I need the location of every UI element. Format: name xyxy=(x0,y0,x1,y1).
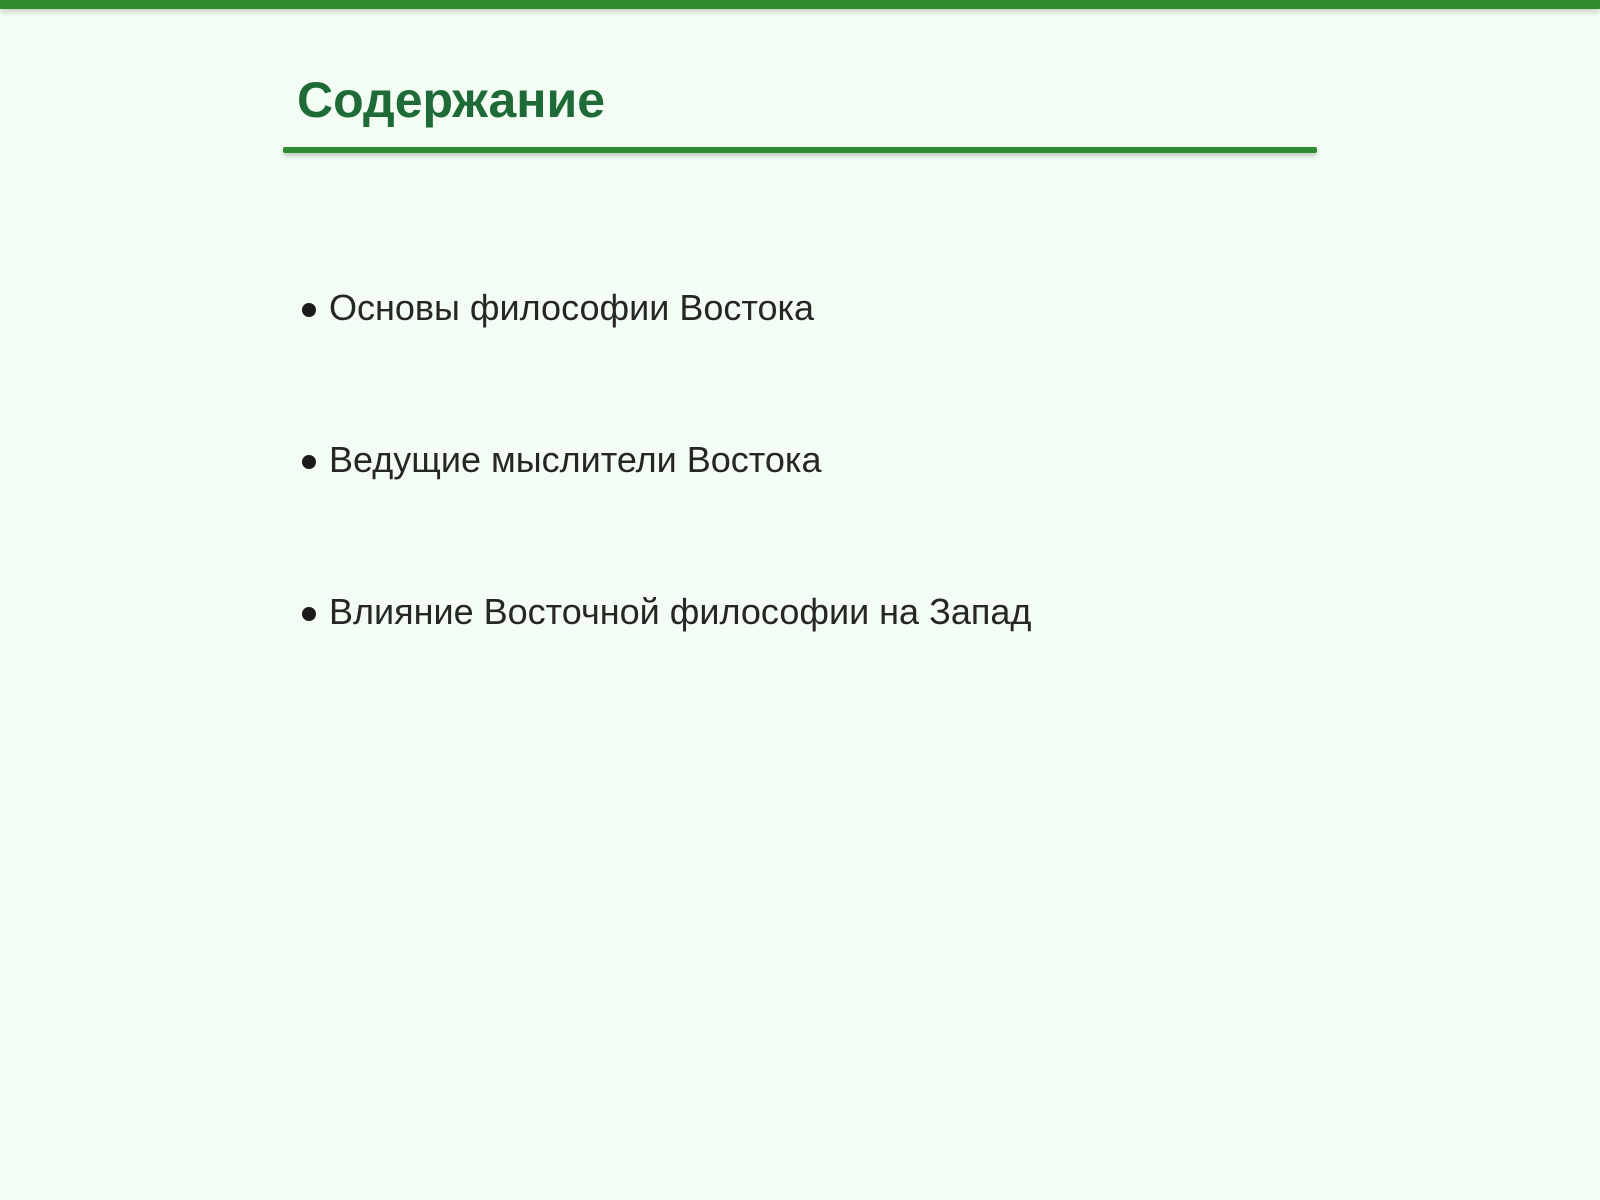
list-item-label: Основы философии Востока xyxy=(329,287,815,328)
bullet-dot-icon xyxy=(302,455,316,469)
list-item-label: Влияние Восточной философии на Запад xyxy=(329,591,1032,632)
list-item-label: Ведущие мыслители Востока xyxy=(329,439,822,480)
bullet-dot-icon xyxy=(302,303,316,317)
top-accent-bar xyxy=(0,0,1600,9)
title-underline xyxy=(283,147,1317,153)
bullet-dot-icon xyxy=(302,607,316,621)
slide-title: Содержание xyxy=(297,72,606,128)
